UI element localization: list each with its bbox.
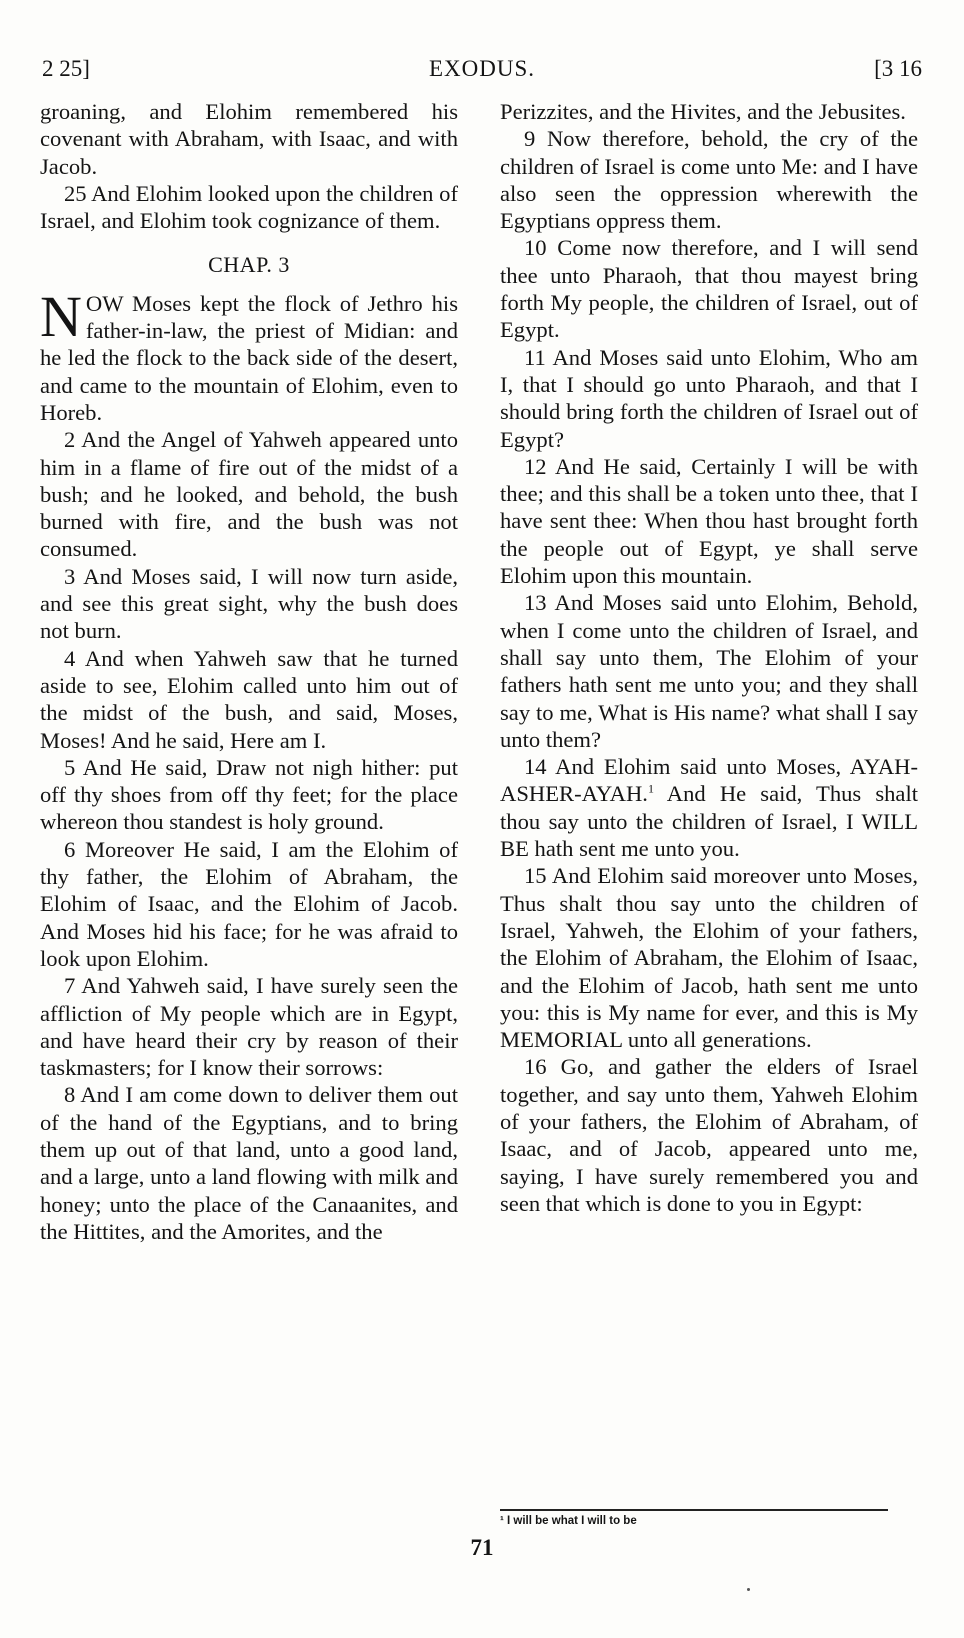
verse: 6 Moreover He said, I am the Elohim of thy father, the Elohim of Abraham, the Elohim of Isaac, and the Elohim of Jacob. And Moses hid his face; for he was afraid to look upon Elohim. bbox=[40, 836, 458, 971]
right-column bbox=[500, 98, 918, 1217]
verse: 16 Go, and gather the elders of Israel together, and say unto them, Yahweh Elohim of your fathers, the Elohim of Abraham, of Isaac, and of Jacob, appeared unto me, saying, I have surely remembered you and seen that which is done to you in Egypt: bbox=[500, 1054, 918, 1216]
page-number: 71 bbox=[470, 1535, 494, 1560]
footnote-divider bbox=[500, 1509, 888, 1511]
verse: 25 And Elohim looked upon the children of Israel, and Elohim took cognizance of them. bbox=[40, 180, 458, 234]
chapter-heading: CHAP. 3 bbox=[208, 252, 290, 278]
verse: 8 And I am come down to deliver them out of the hand of the Egyptians, and to bring them up out of that land, unto a good land, and a large, unto a land flowing with milk and honey; unto the place of the Canaanites, and the Hittites, and the Amorites, and the bbox=[40, 1082, 458, 1244]
verse: 3 And Moses said, I will now turn aside, and see this great sight, why the bush does not burn. bbox=[40, 563, 458, 644]
header-verse-end: [3 16 bbox=[874, 56, 922, 81]
verse-with-footnote bbox=[500, 753, 918, 862]
print-speck bbox=[747, 1588, 750, 1591]
chapter-opening-verse bbox=[40, 283, 458, 426]
header-book-title: EXODUS. bbox=[428, 56, 536, 81]
paragraph: Perizzites, and the Hivites, and the Jebusites. bbox=[500, 99, 906, 124]
verse: 12 And He said, Certainly I will be with thee; and this shall be a token unto thee, that I have sent thee: When thou hast brought forth the people out of Egypt, ye shall serve Elohim upon this mountain. bbox=[500, 453, 918, 589]
verse: 5 And He said, Draw not nigh hither: put off thy shoes from off thy feet; for the place whereon thou standest is holy ground. bbox=[40, 754, 458, 835]
running-header bbox=[42, 56, 922, 92]
verse: 2 And the Angel of Yahweh appeared unto him in a flame of fire out of the midst of a bush; and he looked, and behold, the bush burned with fire, and the bush was not consumed. bbox=[40, 427, 458, 562]
verse-text: OW Moses kept the flock of Jethro his father-in-law, the priest of Midian: and he led the flock to the back side of the desert, and came to the mountain of Elohim, even to Horeb. bbox=[40, 290, 458, 425]
verse-text-continued: And He said, Thus shalt thou say unto the children of Israel, I WILL BE hath sent me unto you. bbox=[500, 781, 918, 862]
footnote: ¹ I will be what I will to be bbox=[500, 1515, 637, 1527]
verse: 15 And Elohim said moreover unto Moses, Thus shalt thou say unto the children of Israel, Yahweh, the Elohim of your fathers, the Elohim of Abraham, the Elohim of Isaac, and the Elohim of Jacob, hath sent me unto you: this is My name for ever, and this is My MEMORIAL unto all generations. bbox=[500, 863, 918, 1053]
verse-text: 14 And Elohim said unto Moses, AYAH-ASHER-AYAH. bbox=[500, 754, 918, 807]
left-column bbox=[40, 98, 458, 1245]
drop-cap: N bbox=[40, 283, 82, 349]
footnote-marker: 1 bbox=[647, 781, 654, 796]
verse: 13 And Moses said unto Elohim, Behold, when I come unto the children of Israel, and shall say unto them, The Elohim of your fathers hath sent me unto you; and they shall say to me, What is His name? what shall I say unto them? bbox=[500, 590, 918, 752]
verse: 10 Come now therefore, and I will send thee unto Pharaoh, that thou mayest bring forth My people, the children of Israel, out of Egypt. bbox=[500, 235, 918, 343]
verse: 9 Now therefore, behold, the cry of the children of Israel is come unto Me: and I have also seen the oppression wherewith the Egyptians oppress them. bbox=[500, 126, 918, 234]
verse: 11 And Moses said unto Elohim, Who am I, that I should go unto Pharaoh, and that I should bring forth the children of Israel out of Egypt? bbox=[500, 344, 918, 452]
paragraph: groaning, and Elohim remembered his covenant with Abraham, with Isaac, and with Jacob. bbox=[40, 99, 458, 179]
header-verse-start: 2 25] bbox=[42, 56, 90, 81]
verse: 7 And Yahweh said, I have surely seen the affliction of My people which are in Egypt, and have heard their cry by reason of their taskmasters; for I know their sorrows: bbox=[40, 973, 458, 1081]
verse: 4 And when Yahweh saw that he turned aside to see, Elohim called unto him out of the midst of the bush, and said, Moses, Moses! And he said, Here am I. bbox=[40, 645, 458, 753]
